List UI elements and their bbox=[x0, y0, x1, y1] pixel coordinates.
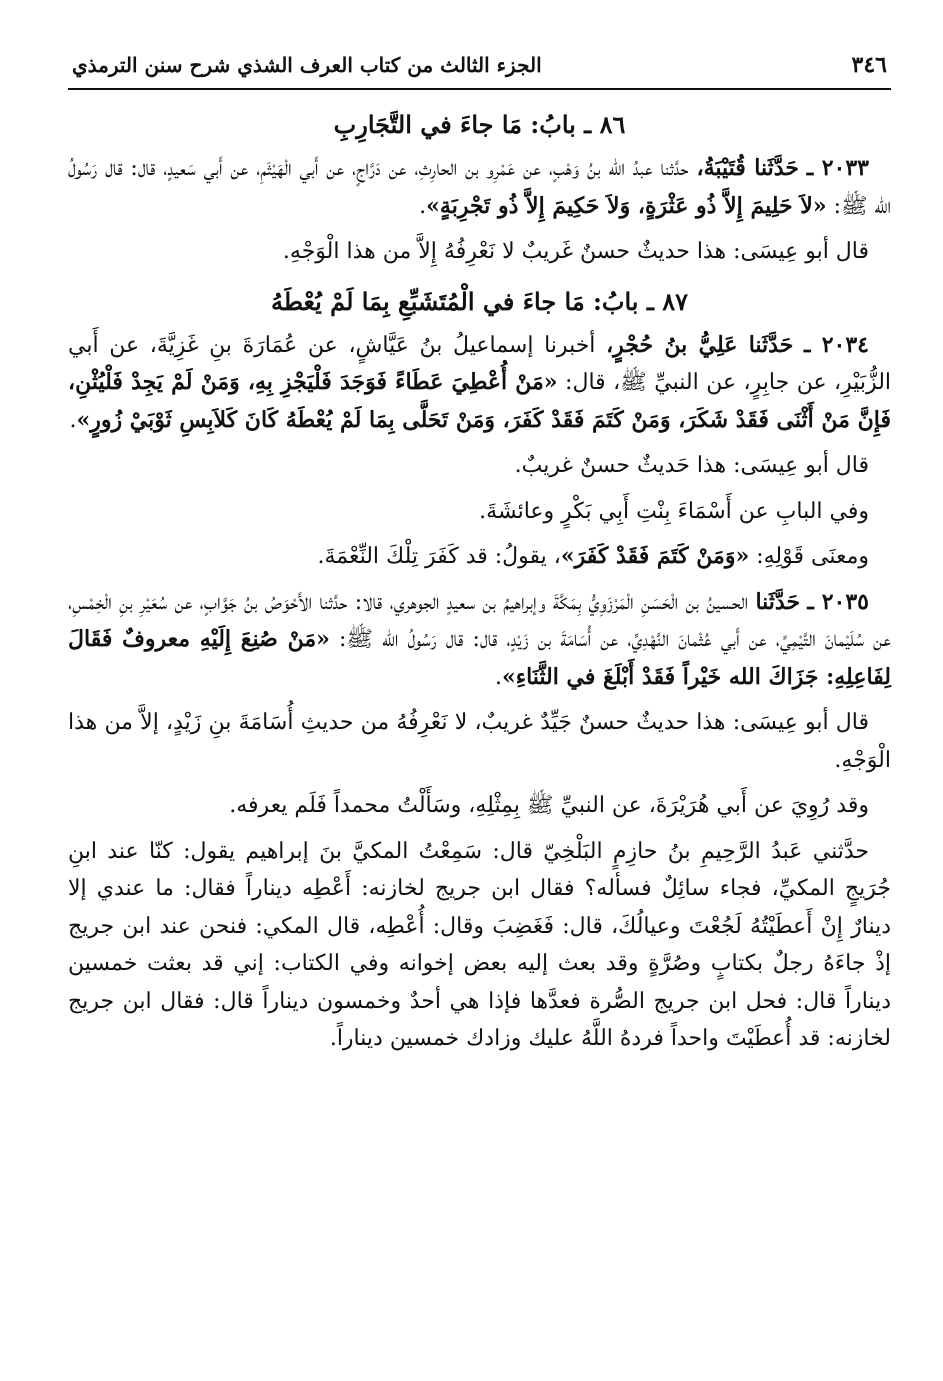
commentary: قال أبو عِيسَى: هذا حديثٌ حسنٌ جَيِّدٌ غريبٌ، لا نَعْرِفُهُ من حديثِ أُسَامَةَ بنِ زَيْدٍ، إلاَّ من هذا الْوَجْهِ. bbox=[68, 710, 891, 773]
story-paragraph: حدَّثني عَبدُ الرَّحِيمِ بنُ حازِمٍ البَلْخِيّ قال: سَمِعْتُ المكيَّ بنَ إبراهيم يقول: كنّا عند ابنِ جُرَيجٍ المكيِّ، فجاء سائِلٌ فسأله؟ فقال ابن جريج لخازنه: أَعْطِه ديناراً فقال: ما عندي إلا دينارٌ إِنْ أَعطَيْتُهُ لَجُعْتَ وعيالُكَ، قال: فَغَضِبَ وقال: أُعْطِه، قال المكي: فنحن عند ابن جريج إذْ جاءَهُ رجلٌ بكتابٍ وصُرَّةٍ وقد بعث إليه بعض إخوانه وفي الكتاب: إني قد بعثت خمسين ديناراً قال: فحل ابن جريج الصُّرة فعدَّها فإذا هي أحدٌ وخمسون ديناراً قال: فقال ابن جريج لخازنه: قد أُعطَيْتَ واحداً فردهُ اللَّهُ عليك وزادك خمسين ديناراً. bbox=[68, 838, 891, 1051]
hadith-lead: حَدَّثَنا قُتَيْبَةُ، bbox=[696, 155, 799, 181]
meaning-quote: «وَمَنْ كَتَمَ فَقَدْ كَفَرَ» bbox=[560, 543, 750, 569]
book-title: الجزء الثالث من كتاب العرف الشذي شرح سنن الترمذي bbox=[72, 53, 542, 77]
meaning-note bbox=[68, 538, 891, 576]
commentary: وفي البابِ عن أَسْمَاءَ بِنْتِ أَبِي بَكْرٍ وعائشَةَ. bbox=[479, 498, 869, 524]
hadith-tail: . bbox=[419, 193, 427, 219]
hadith-number: ٢٠٣٥ ـ bbox=[807, 588, 869, 615]
hadith-quote: «مَنْ صُنِعَ إِلَيْهِ معروفٌ فَقَالَ لِفَاعِلِهِ: جَزَاكَ الله خَيْراً فَقَدْ أَبْلَغَ في الثَّنَاءِ» bbox=[68, 626, 891, 690]
hadith-chain: الحسينُ بن الْحَسَنِ الْمَرْزَوِيُّ بِمَكَّةَ وإبراهيمُ بن سعيدٍ الجوهري، قالا: حدَّثنا الأَحْوَصُ بنُ جَوَّابٍ، عن سُعَيْرِ بنِ الْخِمْسِ، عن سُلَيْمانَ التَّيْمِيِّ، عن أَبي عُثْمانَ النَّهْدِيِّ، عن أُسَامَةَ بن زَيْدٍ، قال: قال رَسُولُ الله ﷺ: bbox=[68, 589, 891, 652]
hadith-2033 bbox=[68, 150, 891, 225]
hadith-lead: حَدَّثَنا bbox=[755, 588, 801, 615]
hadith-number: ٢٠٣٣ ـ bbox=[806, 155, 869, 181]
running-header bbox=[68, 52, 891, 90]
section-heading-87: ٨٧ ـ بابُ: مَا جاءَ في الْمُتَشَبِّعِ بِمَا لَمْ يُعْطَهُ bbox=[270, 286, 689, 316]
hadith-chain: حدَّثنا عبدُ الله بنُ وَهْبٍ، عن عَمْرِو بن الحارِثِ، عن دَرَّاجٍ، عن أَبي الْهَيْثَمِ، عن أَبي سَعيدٍ، قال: قال رَسُولُ الله ﷺ: bbox=[68, 156, 891, 219]
hadith-chain: أخبرنا إسماعيلُ بنُ عَيَّاشٍ، عن عُمَارَةَ بنِ غَزِيَّةَ، عن أَبي الزُّبَيْرِ، عن جابِرٍ، عن النبيِّ ﷺ، قال: bbox=[68, 332, 892, 395]
page bbox=[68, 52, 891, 1066]
hadith-2035 bbox=[68, 584, 891, 697]
hadith-quote: «مَنْ أُعْطِيَ عَطَاءً فَوَجَدَ فَلْيَجْزِ بِهِ، وَمَنْ لَمْ يَجِدْ فَلْيُثْنِ، فَإِنَّ مَنْ أَثْنَى فَقَدْ شَكَرَ، وَمَنْ كَتَمَ فَقَدْ كَفَرَ، وَمَنْ تَحَلَّى بِمَا لَمْ يُعْطَهُ كَانَ كَلاَبِسِ ثَوْبَيْ زُورٍ» bbox=[68, 369, 891, 433]
hadith-lead: حَدَّثَنا عَلِيُّ بنُ حُجْرٍ، bbox=[606, 331, 794, 358]
meaning-pre: ومعنَى قَوْلِهِ: bbox=[749, 544, 869, 569]
commentary: وقد رُوِيَ عن أَبي هُرَيْرَةَ، عن النبيِّ ﷺ بِمِثْلِهِ، وسَأَلْتُ محمداً فَلَم يعرفه. bbox=[229, 793, 869, 818]
commentary: قال أبو عِيسَى: هذا حَديثٌ حسنٌ غريبٌ. bbox=[514, 453, 869, 478]
page-number: ٣٤٦ bbox=[851, 52, 887, 78]
hadith-quote: «لاَ حَلِيمَ إِلاَّ ذُو عَثْرَةٍ، وَلاَ حَكِيمَ إِلاَّ ذُو تَجْرِبَةٍ» bbox=[426, 192, 827, 219]
hadith-number: ٢٠٣٤ ـ bbox=[803, 331, 869, 358]
hadith-tail: . bbox=[69, 407, 77, 433]
hadith-2034 bbox=[68, 327, 891, 440]
meaning-post: ، يقولُ: قد كَفَرَ تِلْكَ النِّعْمَةَ. bbox=[317, 544, 561, 569]
section-heading-86: ٨٦ ـ بابُ: مَا جاءَ في التَّجَارِبِ bbox=[333, 110, 626, 139]
commentary: قال أبو عِيسَى: هذا حديثٌ حسنٌ غَريبٌ لا نَعْرِفُهُ إِلاَّ من هذا الْوَجْهِ. bbox=[282, 239, 869, 264]
hadith-tail: . bbox=[494, 664, 502, 690]
